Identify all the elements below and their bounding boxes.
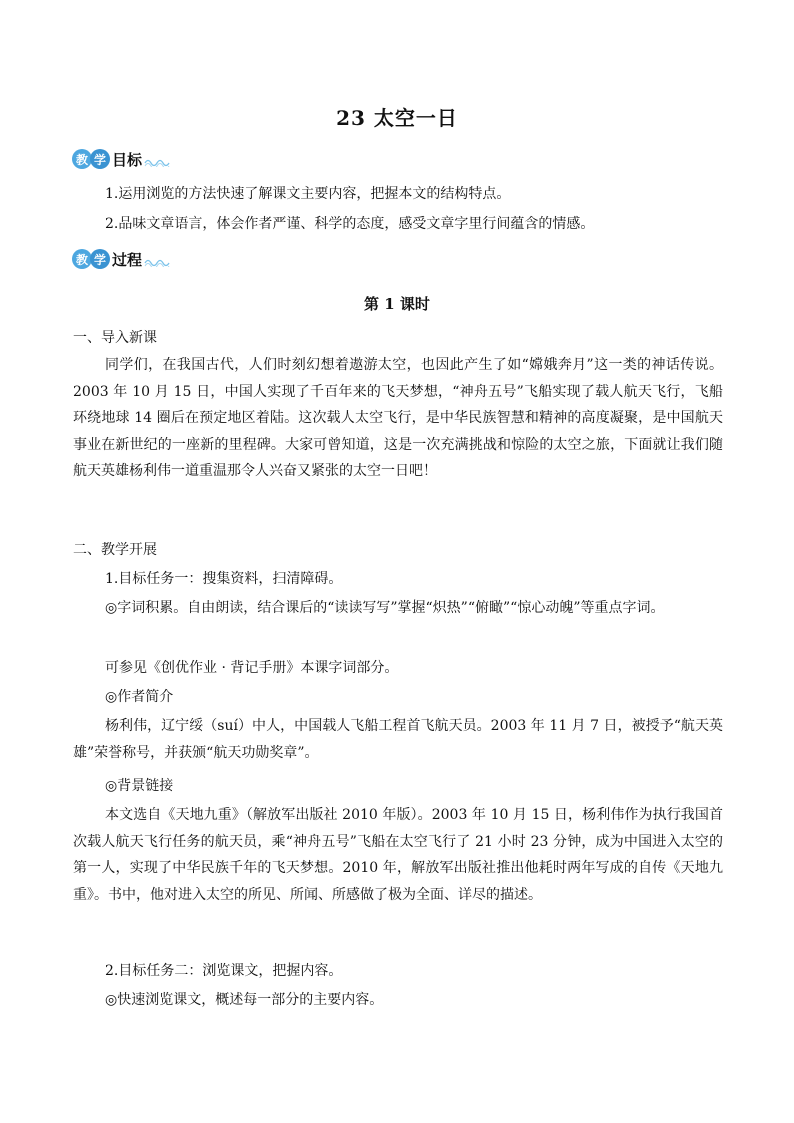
wave-decoration-icon (144, 257, 170, 267)
lesson-number: 第 1 课时 (364, 295, 430, 313)
task1-line: 1.目标任务一：搜集资料，扫清障碍。 (105, 571, 343, 587)
author-heading: ◎作者简介 (105, 689, 174, 705)
intro-paragraph: 同学们，在我国古代，人们时刻幻想着遨游太空，也因此产生了如“嫦娥奔月”这一类的神话传说。2003 年 10 月 15 日，中国人实现了千百年来的飞天梦想，“神舟五号”飞船实现了载人航天飞行，飞船环绕地球 14 圈后在预定地区着陆。这次载人太空飞行，是中华民族智慧和精神的高度凝聚，是中国航天事业在新世纪的一座新的里程碑。大家可曾知道，这是一次充满挑战和惊险的太空之旅，下面就让我们随航天英雄杨利伟一道重温那令人兴奋又紧张的太空一日吧！ (73, 357, 723, 479)
badge-char-2: 学 (90, 149, 110, 169)
author-paragraph: 杨利伟，辽宁绥（suí）中人，中国载人飞船工程首飞航天员。2003 年 11 月 7 日，被授予“航天英雄”荣誉称号，并获颁“航天功勋奖章”。 (73, 718, 723, 761)
process-heading (72, 246, 170, 272)
teaching-badge (72, 249, 108, 269)
skim-line: ◎快速浏览课文，概述每一部分的主要内容。 (105, 992, 384, 1008)
goals-heading (72, 146, 170, 172)
task2-line: 2.目标任务二：浏览课文，把握内容。 (105, 963, 343, 979)
goal-item-1: 1.运用浏览的方法快速了解课文主要内容，把握本文的结构特点。 (105, 186, 511, 202)
background-heading: ◎背景链接 (105, 778, 174, 794)
process-heading-label: 过程 (112, 250, 143, 269)
badge-char-2: 学 (90, 249, 110, 269)
background-paragraph: 本文选自《天地九重》（解放军出版社 2010 年版）。2003 年 10 月 15 日，杨利伟作为执行我国首次载人航天飞行任务的航天员，乘“神舟五号”飞船在太空飞行了 21 小时 23 分钟，成为中国进入太空的第一人，实现了中华民族千年的飞天梦想。2010 年，解放军出版社推出他耗时两年写成的自传《天地九重》。书中，他对进入太空的所见、所闻、所感做了极为全面、详尽的描述。 (73, 807, 723, 903)
teaching-badge (72, 149, 108, 169)
wave-decoration-icon (144, 157, 170, 167)
goal-item-2: 2.品味文章语言，体会作者严谨、科学的态度，感受文章字里行间蕴含的情感。 (105, 216, 595, 232)
vocab-paragraph: ◎字词积累。自由朗读，结合课后的“读读写写”掌握“炽热”“俯瞰”“惊心动魄”等重点字词。 (105, 600, 665, 616)
reference-line: 可参见《创优作业 · 背记手册》本课字词部分。 (105, 660, 399, 676)
section1-heading: 一、导入新课 (73, 330, 157, 346)
goals-heading-label: 目标 (112, 150, 143, 169)
section2-heading: 二、教学开展 (73, 542, 157, 558)
badge-char-1: 教 (72, 149, 92, 169)
page-title: 23 太空一日 (336, 106, 458, 130)
badge-char-1: 教 (72, 249, 92, 269)
